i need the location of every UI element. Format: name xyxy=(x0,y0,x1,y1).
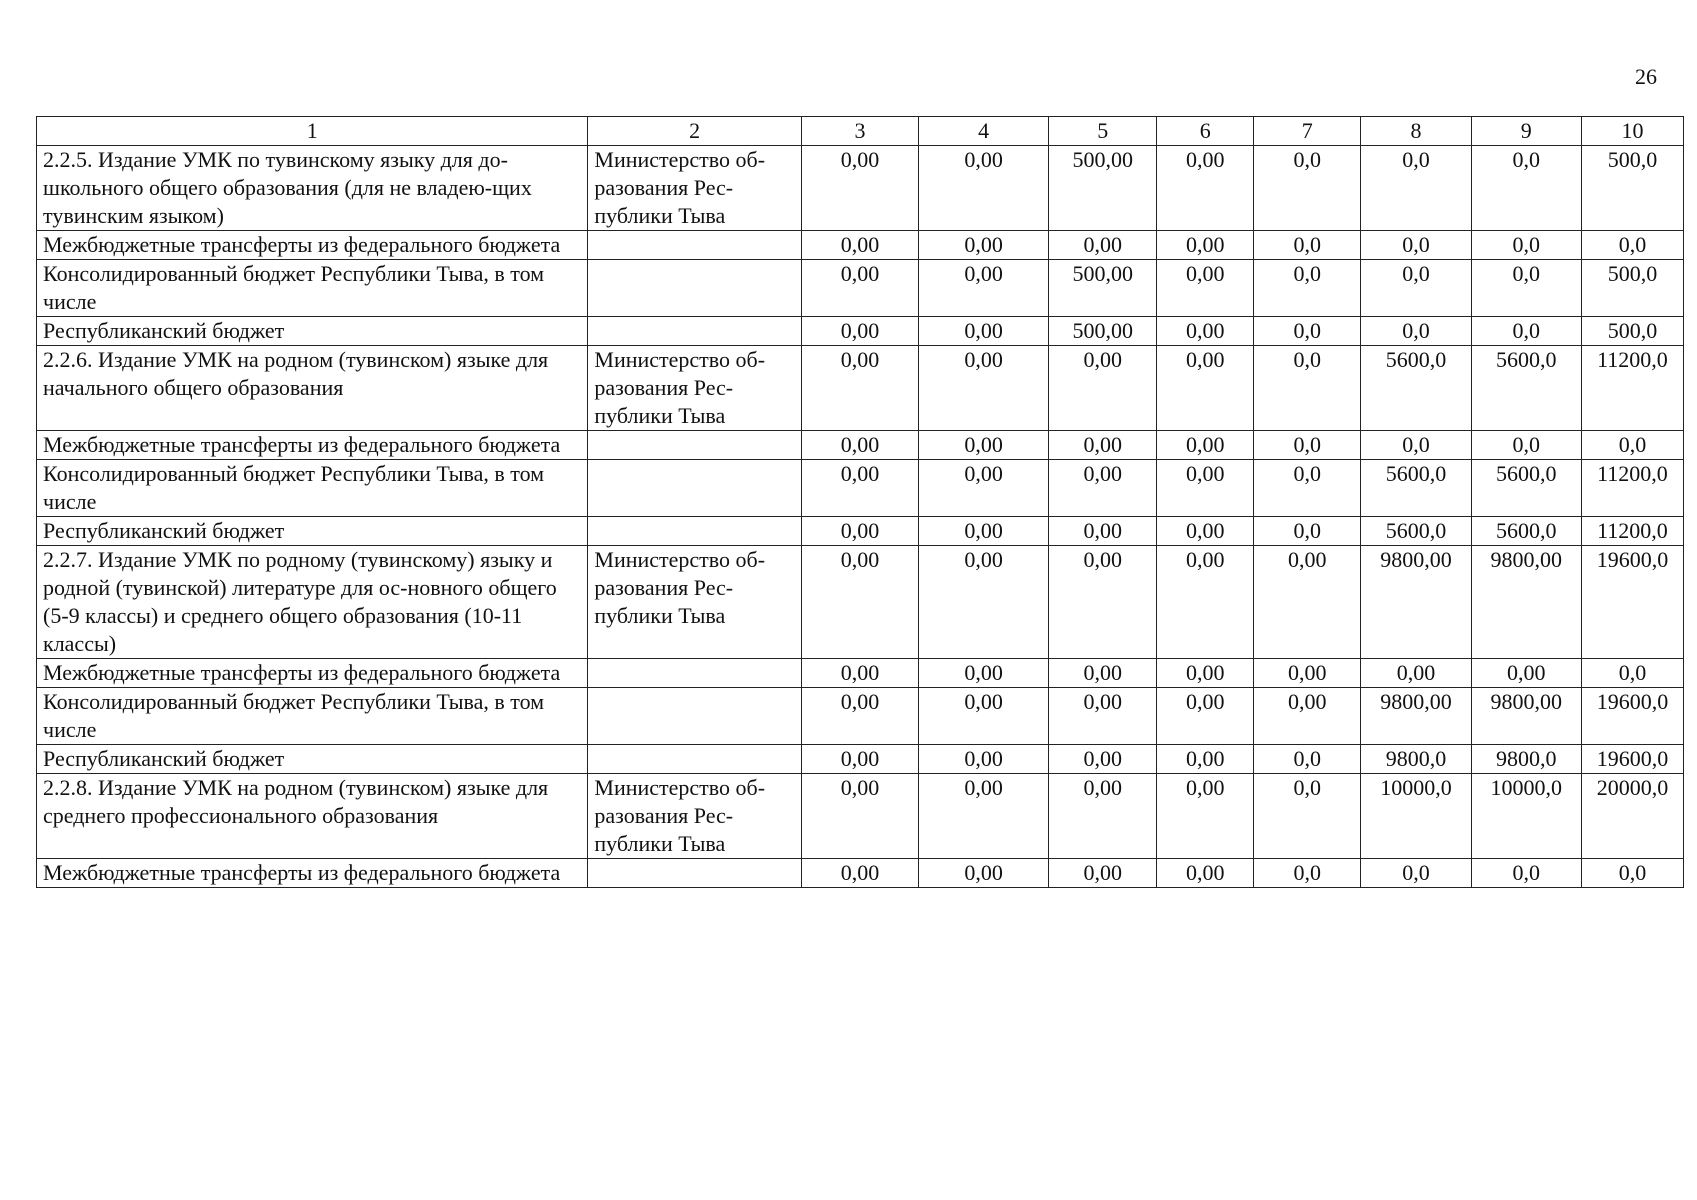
table-row xyxy=(37,546,1684,659)
header-cell: 6 xyxy=(1157,117,1254,146)
value-cell: 0,00 xyxy=(919,146,1049,231)
value-cell: 0,0 xyxy=(1581,859,1683,888)
responsible-executor xyxy=(588,260,801,317)
value-cell: 0,00 xyxy=(1157,659,1254,688)
value-cell: 0,00 xyxy=(1049,774,1157,859)
value-cell: 9800,00 xyxy=(1471,546,1581,659)
value-cell: 20000,0 xyxy=(1581,774,1683,859)
row-description: Межбюджетные трансферты из федерального бюджета xyxy=(37,231,588,260)
responsible-executor xyxy=(588,317,801,346)
value-cell: 0,0 xyxy=(1254,146,1361,231)
value-cell: 5600,0 xyxy=(1361,517,1471,546)
header-cell: 9 xyxy=(1471,117,1581,146)
value-cell: 0,0 xyxy=(1254,231,1361,260)
value-cell: 0,0 xyxy=(1254,346,1361,431)
value-cell: 0,00 xyxy=(801,688,918,745)
value-cell: 9800,00 xyxy=(1361,688,1471,745)
value-cell: 0,00 xyxy=(919,431,1049,460)
value-cell: 0,0 xyxy=(1471,146,1581,231)
value-cell: 0,00 xyxy=(919,859,1049,888)
value-cell: 0,00 xyxy=(919,346,1049,431)
value-cell: 0,00 xyxy=(919,659,1049,688)
value-cell: 0,00 xyxy=(801,859,918,888)
value-cell: 0,0 xyxy=(1471,431,1581,460)
header-cell: 8 xyxy=(1361,117,1471,146)
value-cell: 0,0 xyxy=(1581,231,1683,260)
value-cell: 0,00 xyxy=(1049,688,1157,745)
value-cell: 0,00 xyxy=(1049,346,1157,431)
value-cell: 0,00 xyxy=(919,517,1049,546)
value-cell: 500,00 xyxy=(1049,146,1157,231)
responsible-executor: Министерство об-разования Рес-публики Тыва xyxy=(588,346,801,431)
value-cell: 0,00 xyxy=(1254,546,1361,659)
value-cell: 5600,0 xyxy=(1471,346,1581,431)
value-cell: 500,0 xyxy=(1581,260,1683,317)
table-row xyxy=(37,659,1684,688)
value-cell: 0,00 xyxy=(1471,659,1581,688)
value-cell: 0,00 xyxy=(919,688,1049,745)
row-description: Консолидированный бюджет Республики Тыва, в том числе xyxy=(37,460,588,517)
value-cell: 0,0 xyxy=(1254,774,1361,859)
row-description: 2.2.6. Издание УМК на родном (тувинском) языке для начального общего образования xyxy=(37,346,588,431)
header-row xyxy=(37,117,1684,146)
header-cell: 1 xyxy=(37,117,588,146)
responsible-executor: Министерство об-разования Рес-публики Тыва xyxy=(588,546,801,659)
page-number: 26 xyxy=(1635,64,1657,89)
value-cell: 0,00 xyxy=(1157,546,1254,659)
value-cell: 0,0 xyxy=(1361,431,1471,460)
value-cell: 0,0 xyxy=(1254,431,1361,460)
table-row xyxy=(37,688,1684,745)
table-row xyxy=(37,745,1684,774)
value-cell: 0,00 xyxy=(1157,460,1254,517)
table-row xyxy=(37,517,1684,546)
row-description: Республиканский бюджет xyxy=(37,517,588,546)
table-row xyxy=(37,231,1684,260)
row-description: Республиканский бюджет xyxy=(37,317,588,346)
value-cell: 0,00 xyxy=(1157,517,1254,546)
value-cell: 19600,0 xyxy=(1581,688,1683,745)
responsible-executor xyxy=(588,460,801,517)
responsible-executor xyxy=(588,517,801,546)
value-cell: 0,00 xyxy=(1254,688,1361,745)
responsible-executor xyxy=(588,688,801,745)
value-cell: 0,00 xyxy=(801,774,918,859)
value-cell: 0,00 xyxy=(1049,859,1157,888)
row-description: Межбюджетные трансферты из федерального бюджета xyxy=(37,859,588,888)
value-cell: 0,00 xyxy=(1157,431,1254,460)
value-cell: 0,0 xyxy=(1471,260,1581,317)
value-cell: 0,0 xyxy=(1581,659,1683,688)
row-description: Республиканский бюджет xyxy=(37,745,588,774)
value-cell: 19600,0 xyxy=(1581,745,1683,774)
value-cell: 0,00 xyxy=(919,260,1049,317)
table-row xyxy=(37,260,1684,317)
value-cell: 0,00 xyxy=(1157,260,1254,317)
responsible-executor xyxy=(588,431,801,460)
row-description: Межбюджетные трансферты из федерального бюджета xyxy=(37,431,588,460)
value-cell: 0,00 xyxy=(801,659,918,688)
value-cell: 0,00 xyxy=(801,317,918,346)
value-cell: 5600,0 xyxy=(1471,460,1581,517)
value-cell: 0,00 xyxy=(1157,774,1254,859)
row-description: Консолидированный бюджет Республики Тыва, в том числе xyxy=(37,688,588,745)
value-cell: 0,00 xyxy=(1157,688,1254,745)
row-description: 2.2.8. Издание УМК на родном (тувинском) языке для среднего профессионального образования xyxy=(37,774,588,859)
header-cell: 7 xyxy=(1254,117,1361,146)
table-row xyxy=(37,317,1684,346)
value-cell: 0,00 xyxy=(1254,659,1361,688)
value-cell: 500,0 xyxy=(1581,146,1683,231)
value-cell: 0,00 xyxy=(919,460,1049,517)
value-cell: 500,00 xyxy=(1049,317,1157,346)
value-cell: 9800,00 xyxy=(1361,546,1471,659)
table-row xyxy=(37,774,1684,859)
value-cell: 0,00 xyxy=(801,517,918,546)
value-cell: 0,0 xyxy=(1361,146,1471,231)
value-cell: 500,00 xyxy=(1049,260,1157,317)
value-cell: 0,0 xyxy=(1581,431,1683,460)
value-cell: 0,00 xyxy=(1157,146,1254,231)
responsible-executor xyxy=(588,659,801,688)
header-cell: 4 xyxy=(919,117,1049,146)
value-cell: 0,00 xyxy=(1157,317,1254,346)
value-cell: 0,0 xyxy=(1254,745,1361,774)
value-cell: 0,0 xyxy=(1254,859,1361,888)
table-row xyxy=(37,346,1684,431)
value-cell: 0,0 xyxy=(1471,317,1581,346)
value-cell: 0,00 xyxy=(919,745,1049,774)
budget-table xyxy=(36,116,1684,888)
value-cell: 0,00 xyxy=(1049,431,1157,460)
value-cell: 0,00 xyxy=(1049,231,1157,260)
table-row xyxy=(37,460,1684,517)
value-cell: 10000,0 xyxy=(1471,774,1581,859)
value-cell: 0,0 xyxy=(1361,260,1471,317)
row-description: 2.2.5. Издание УМК по тувинскому языку для до-школьного общего образования (для не владею-щих тувинским языком) xyxy=(37,146,588,231)
value-cell: 9800,0 xyxy=(1361,745,1471,774)
responsible-executor: Министерство об-разования Рес-публики Тыва xyxy=(588,774,801,859)
value-cell: 19600,0 xyxy=(1581,546,1683,659)
value-cell: 0,00 xyxy=(1157,231,1254,260)
responsible-executor xyxy=(588,231,801,260)
value-cell: 0,00 xyxy=(1049,659,1157,688)
value-cell: 0,00 xyxy=(1049,745,1157,774)
value-cell: 0,00 xyxy=(1049,460,1157,517)
value-cell: 9800,00 xyxy=(1471,688,1581,745)
header-cell: 3 xyxy=(801,117,918,146)
value-cell: 0,0 xyxy=(1254,260,1361,317)
value-cell: 0,0 xyxy=(1471,859,1581,888)
header-cell: 10 xyxy=(1581,117,1683,146)
value-cell: 9800,0 xyxy=(1471,745,1581,774)
value-cell: 5600,0 xyxy=(1361,460,1471,517)
value-cell: 11200,0 xyxy=(1581,346,1683,431)
value-cell: 0,00 xyxy=(801,346,918,431)
value-cell: 500,0 xyxy=(1581,317,1683,346)
responsible-executor xyxy=(588,745,801,774)
value-cell: 11200,0 xyxy=(1581,517,1683,546)
value-cell: 0,00 xyxy=(1049,517,1157,546)
value-cell: 0,0 xyxy=(1361,317,1471,346)
value-cell: 0,0 xyxy=(1471,231,1581,260)
value-cell: 0,00 xyxy=(919,546,1049,659)
value-cell: 0,0 xyxy=(1254,460,1361,517)
table-row xyxy=(37,146,1684,231)
table-row xyxy=(37,431,1684,460)
value-cell: 0,00 xyxy=(919,317,1049,346)
value-cell: 0,0 xyxy=(1361,859,1471,888)
value-cell: 0,00 xyxy=(801,260,918,317)
value-cell: 0,00 xyxy=(919,231,1049,260)
value-cell: 0,00 xyxy=(801,431,918,460)
header-cell: 2 xyxy=(588,117,801,146)
value-cell: 0,00 xyxy=(801,745,918,774)
table-body xyxy=(37,117,1684,888)
row-description: Межбюджетные трансферты из федерального бюджета xyxy=(37,659,588,688)
value-cell: 0,00 xyxy=(1157,859,1254,888)
responsible-executor: Министерство об-разования Рес-публики Тыва xyxy=(588,146,801,231)
row-description: 2.2.7. Издание УМК по родному (тувинскому) языку и родной (тувинской) литературе для ос-новного общего (5-9 классы) и среднего общего образования (10-11 классы) xyxy=(37,546,588,659)
value-cell: 0,00 xyxy=(1049,546,1157,659)
value-cell: 0,00 xyxy=(1157,745,1254,774)
row-description: Консолидированный бюджет Республики Тыва, в том числе xyxy=(37,260,588,317)
value-cell: 0,0 xyxy=(1361,231,1471,260)
value-cell: 0,00 xyxy=(801,231,918,260)
value-cell: 5600,0 xyxy=(1471,517,1581,546)
value-cell: 0,00 xyxy=(1157,346,1254,431)
value-cell: 10000,0 xyxy=(1361,774,1471,859)
header-cell: 5 xyxy=(1049,117,1157,146)
value-cell: 0,00 xyxy=(801,546,918,659)
value-cell: 0,0 xyxy=(1254,317,1361,346)
value-cell: 0,00 xyxy=(919,774,1049,859)
value-cell: 0,0 xyxy=(1254,517,1361,546)
value-cell: 11200,0 xyxy=(1581,460,1683,517)
table-row xyxy=(37,859,1684,888)
responsible-executor xyxy=(588,859,801,888)
value-cell: 0,00 xyxy=(801,460,918,517)
value-cell: 5600,0 xyxy=(1361,346,1471,431)
value-cell: 0,00 xyxy=(1361,659,1471,688)
value-cell: 0,00 xyxy=(801,146,918,231)
